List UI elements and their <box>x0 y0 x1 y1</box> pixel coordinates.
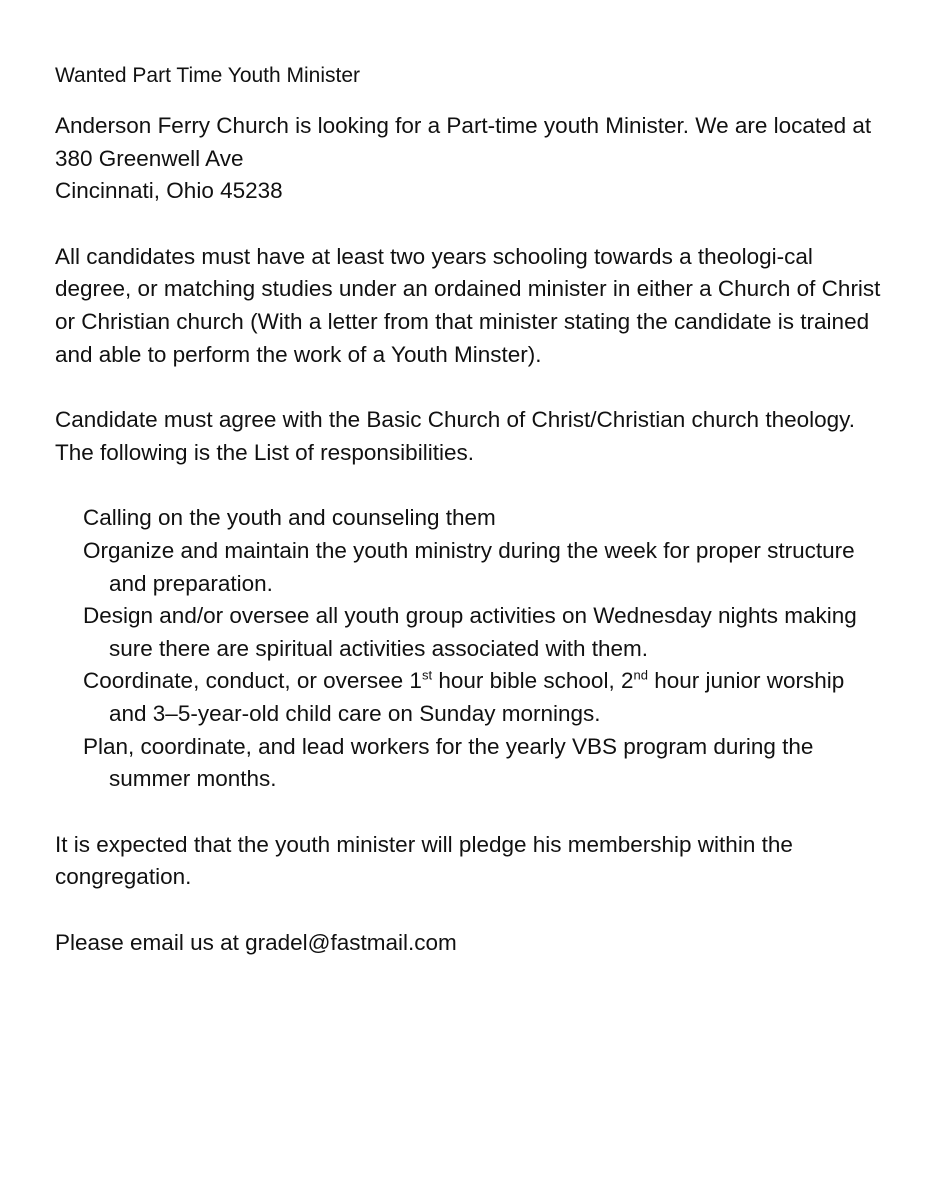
requirements-paragraph: All candidates must have at least two years schooling towards a theologi-cal degree, or matching studies under an ordained minister in either a Church of Christ or Christian church (With a letter from that minister stating the candidate is trained and able to perform the work of a Youth Minster). <box>55 243 881 367</box>
document-title: Wanted Part Time Youth Minister <box>55 64 361 87</box>
address-street: 380 Greenwell Ave <box>55 145 244 171</box>
list-item-text: hour bible school, 2 <box>432 668 634 694</box>
membership-paragraph: It is expected that the youth minister will pledge his membership within the congregation. <box>55 831 793 890</box>
responsibilities-list <box>55 502 887 795</box>
spacer <box>55 469 887 502</box>
list-item: Organize and maintain the youth ministry during the week for proper structure and preparation. <box>83 537 855 596</box>
list-item <box>83 665 887 730</box>
spacer <box>55 796 887 829</box>
list-item: Plan, coordinate, and lead workers for the yearly VBS program during the summer months. <box>83 733 814 792</box>
list-item: Calling on the youth and counseling them <box>83 505 496 531</box>
ordinal-suffix: nd <box>633 667 648 683</box>
address-city: Cincinnati, Ohio 45238 <box>55 178 283 204</box>
spacer <box>55 894 887 927</box>
theology-paragraph: Candidate must agree with the Basic Church of Christ/Christian church theology. The following is the List of responsibilities. <box>55 407 855 465</box>
contact-paragraph: Please email us at gradel@fastmail.com <box>55 929 457 955</box>
spacer <box>55 208 887 241</box>
intro-text: Anderson Ferry Church is looking for a Part-time youth Minister. We are located at <box>55 113 872 138</box>
intro-paragraph <box>55 110 887 208</box>
ordinal-suffix: st <box>421 667 433 683</box>
list-item-text: Coordinate, conduct, or oversee 1 <box>83 668 422 694</box>
list-item: Design and/or oversee all youth group activities on Wednesday nights making sure there are spiritual activities associated with them. <box>83 603 857 661</box>
list-item-text: hour junior worship and 3–5-year-old child care on Sunday mornings. <box>109 668 845 726</box>
spacer <box>55 371 887 404</box>
